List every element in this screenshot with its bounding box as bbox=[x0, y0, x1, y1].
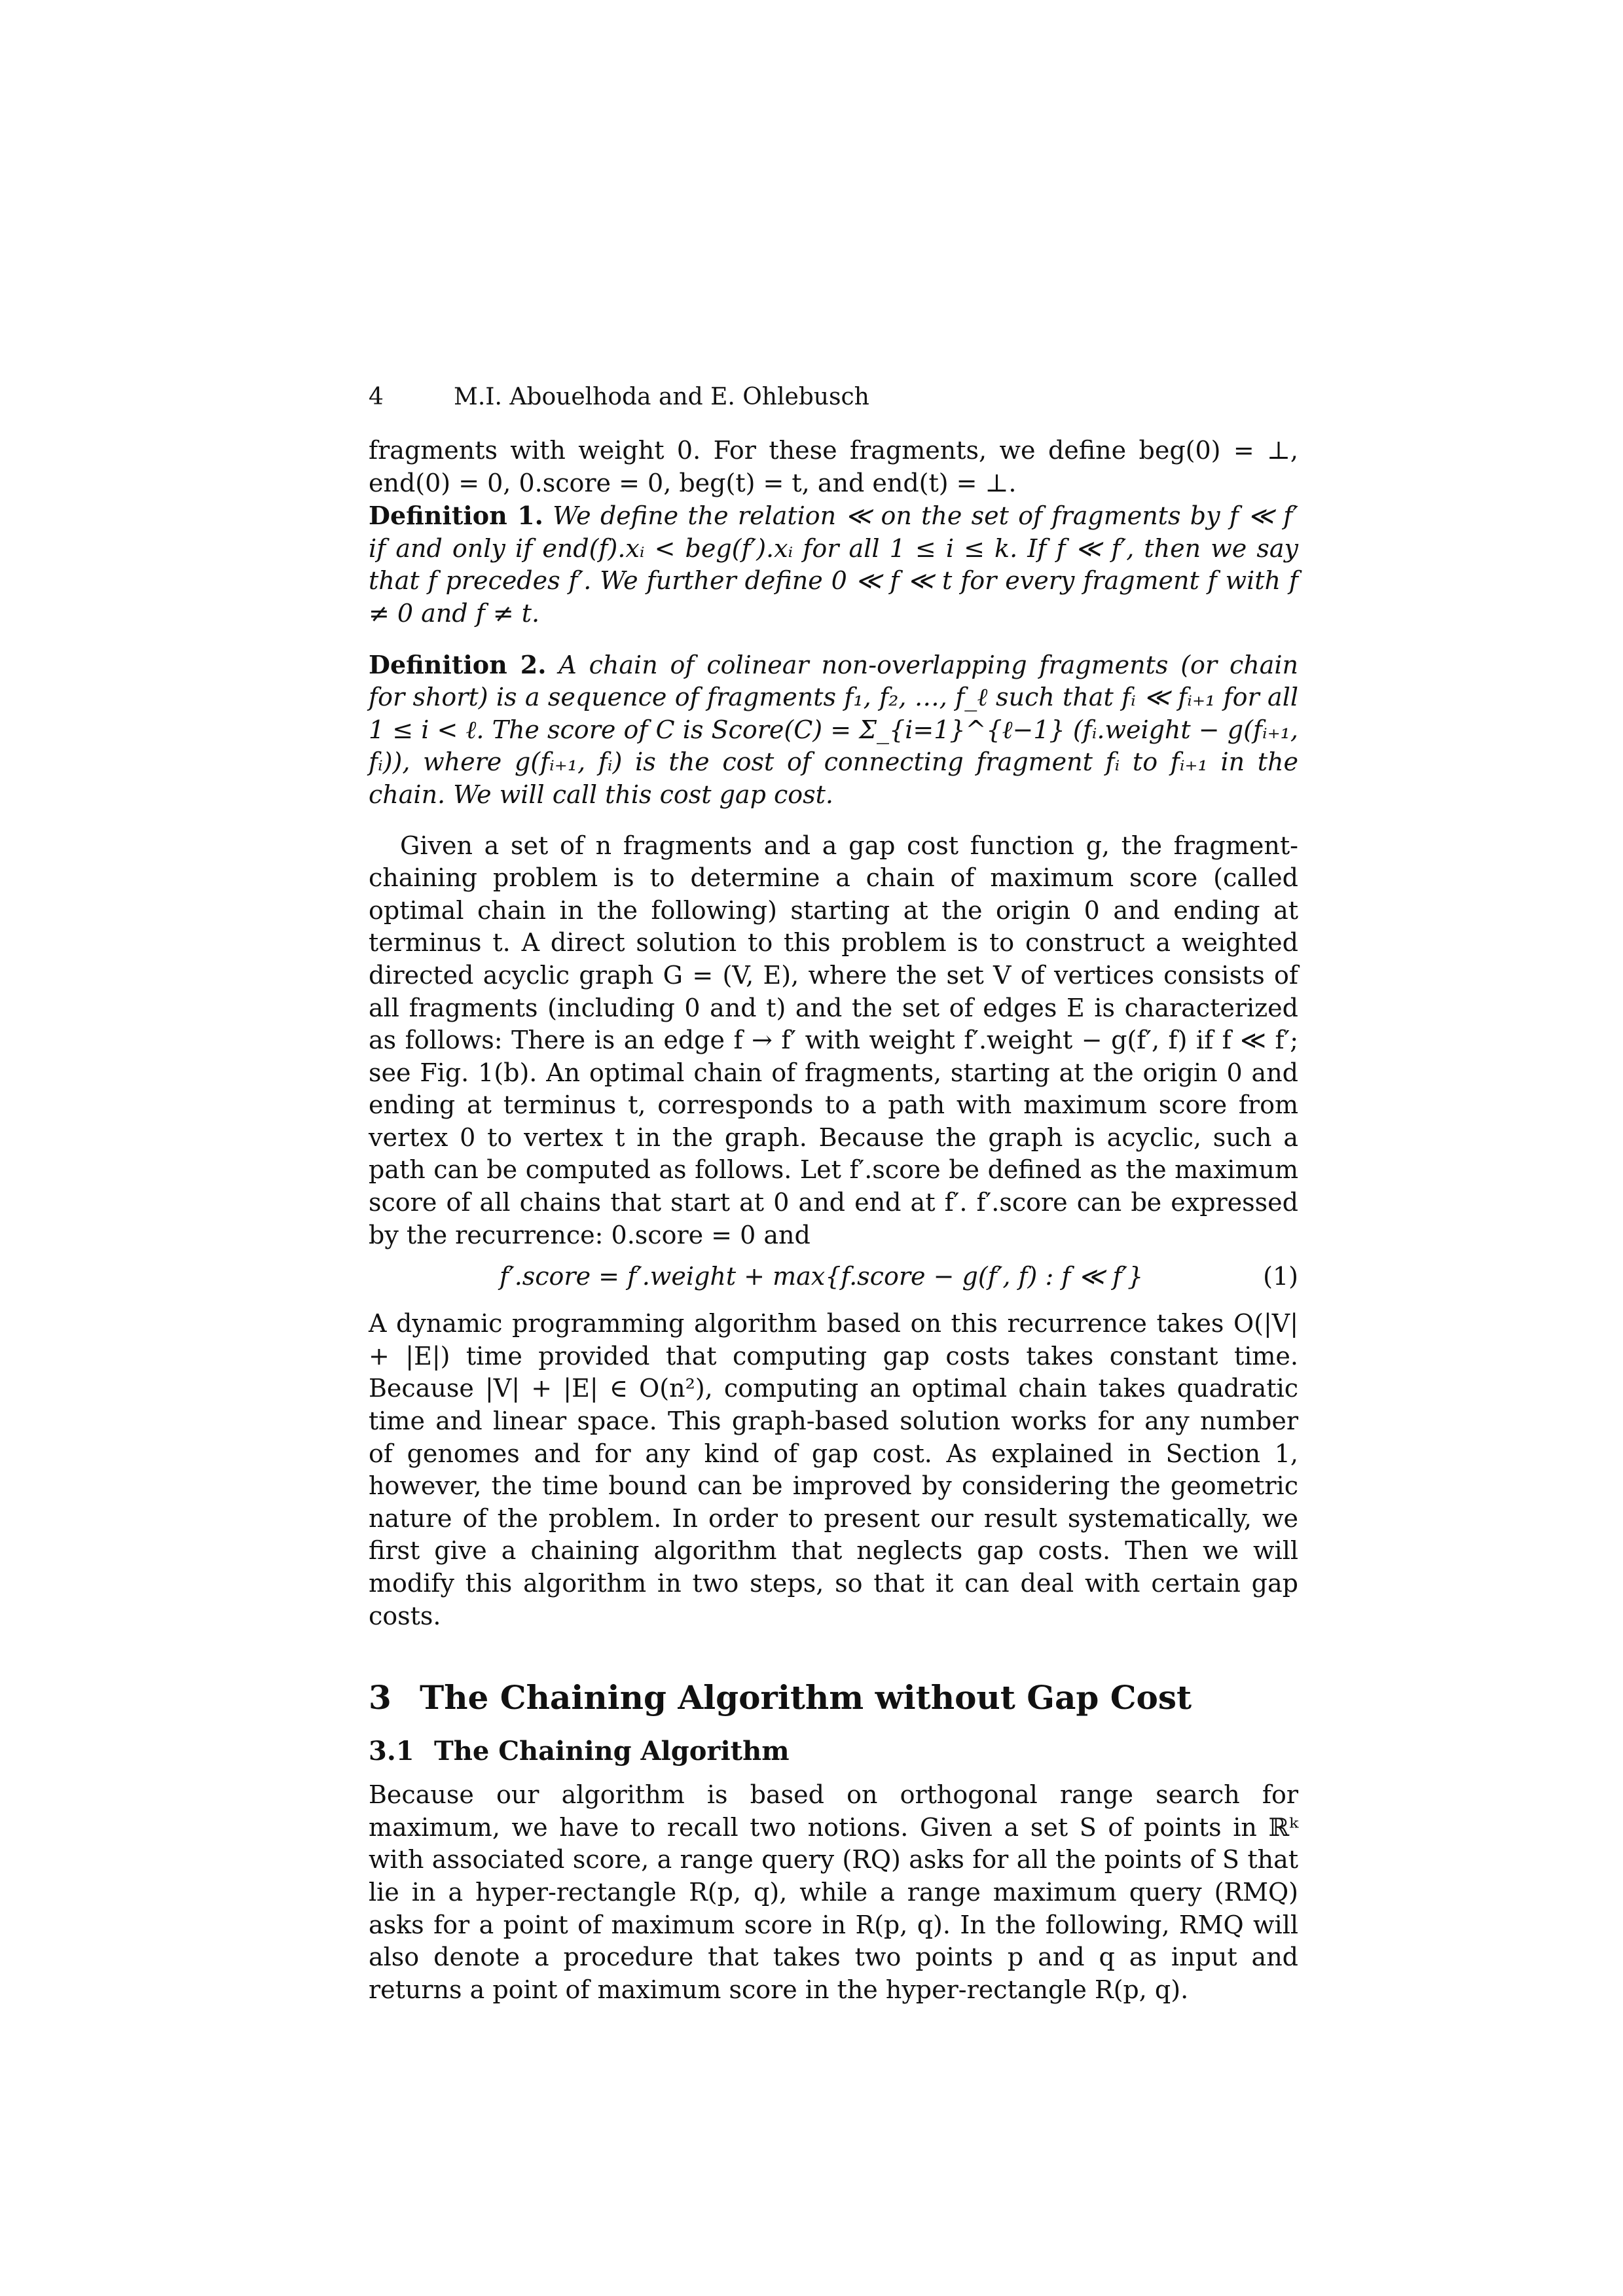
author-line: M.I. Abouelhoda and E. Ohlebusch bbox=[454, 384, 869, 410]
subsection-3-1-heading bbox=[369, 1734, 1298, 1768]
paragraph-dynamic-programming: A dynamic programming algorithm based on this recurrence takes O(|V| + |E|) time provided that computing gap costs takes constant time. Because |V| + |E| ∈ O(n²), computing an optimal chain takes quadratic time and linear space. This graph-based solution works for any number of genomes and for any kind of gap cost. As explained in Section 1, however, the time bound can be improved by considering the geometric nature of the problem. In order to present our result systematically, we first give a chaining algorithm that neglects gap costs. Then we will modify this algorithm in two steps, so that it can deal with certain gap costs. bbox=[369, 1309, 1298, 1630]
definition-1-label: Definition 1. bbox=[369, 501, 543, 531]
section-3-title: The Chaining Algorithm without Gap Cost bbox=[420, 1678, 1192, 1717]
subsection-3-1-number: 3.1 bbox=[369, 1736, 414, 1767]
subsection-3-1-title: The Chaining Algorithm bbox=[434, 1736, 790, 1767]
intro-paragraph: fragments with weight 0. For these fragments, we define beg(0) = ⊥, end(0) = 0, 0.score = 0, beg(t) = t, and end(t) = ⊥. bbox=[369, 436, 1298, 497]
paper-page bbox=[369, 380, 1298, 2006]
definition-2-text: A chain of colinear non-overlapping fragments (or chain for short) is a sequence of fragments f₁, f₂, …, f_ℓ such that fᵢ ≪ fᵢ₊₁ for all 1 ≤ i < ℓ. The score of C is Score(C) = Σ_{i=1}^{ℓ−1} (fᵢ.weight − g(fᵢ₊₁, fᵢ)), where g(fᵢ₊₁, fᵢ) is the cost of connecting fragment fᵢ to fᵢ₊₁ in the chain. We will call this cost gap cost. bbox=[369, 650, 1298, 809]
definition-2 bbox=[369, 649, 1298, 812]
section-3-number: 3 bbox=[369, 1678, 392, 1717]
paragraph-range-maximum-query: Because our algorithm is based on orthogonal range search for maximum, we have to recall two notions. Given a set S of points in ℝᵏ with associated score, a range query (RQ) asks for all the points of S that lie in a hyper-rectangle R(p, q), while a range maximum query (RMQ) asks for a point of maximum score in R(p, q). In the following, RMQ will also denote a procedure that takes two points p and q as input and returns a point of maximum score in the hyper-rectangle R(p, q). bbox=[369, 1780, 1298, 2004]
definition-2-label: Definition 2. bbox=[369, 649, 547, 679]
equation-1-formula: f′.score = f′.weight + max{f.score − g(f′, f) : f ≪ f′} bbox=[500, 1262, 1144, 1291]
page-number: 4 bbox=[369, 384, 384, 410]
definition-1-text: We define the relation ≪ on the set of fragments by f ≪ f′ if and only if end(f).xᵢ < beg(f′).xᵢ for all 1 ≤ i ≤ k. If f ≪ f′, then we say that f precedes f′. We further define 0 ≪ f ≪ t for every fragment f with f ≠ 0 and f ≠ t. bbox=[369, 501, 1298, 628]
equation-1 bbox=[369, 1255, 1298, 1301]
equation-1-number: (1) bbox=[1263, 1262, 1298, 1291]
definition-1 bbox=[369, 499, 1298, 630]
paragraph-chaining-problem: Given a set of n fragments and a gap cost function g, the fragment-chaining problem is to determine a chain of maximum score (called optimal chain in the following) starting at the origin 0 and ending at terminus t. A direct solution to this problem is to construct a weighted directed acyclic graph G = (V, E), where the set V of vertices consists of all fragments (including 0 and t) and the set of edges E is characterized as follows: There is an edge f → f′ with weight f′.weight − g(f′, f) if f ≪ f′; see Fig. 1(b). An optimal chain of fragments, starting at the origin 0 and ending at terminus t, corresponds to a path with maximum score from vertex 0 to vertex t in the graph. Because the graph is acyclic, such a path can be computed as follows. Let f′.score be defined as the maximum score of all chains that start at 0 and end at f′. f′.score can be expressed by the recurrence: 0.score = 0 and bbox=[369, 831, 1298, 1249]
running-header bbox=[369, 380, 1298, 415]
section-3-heading bbox=[369, 1678, 1298, 1717]
